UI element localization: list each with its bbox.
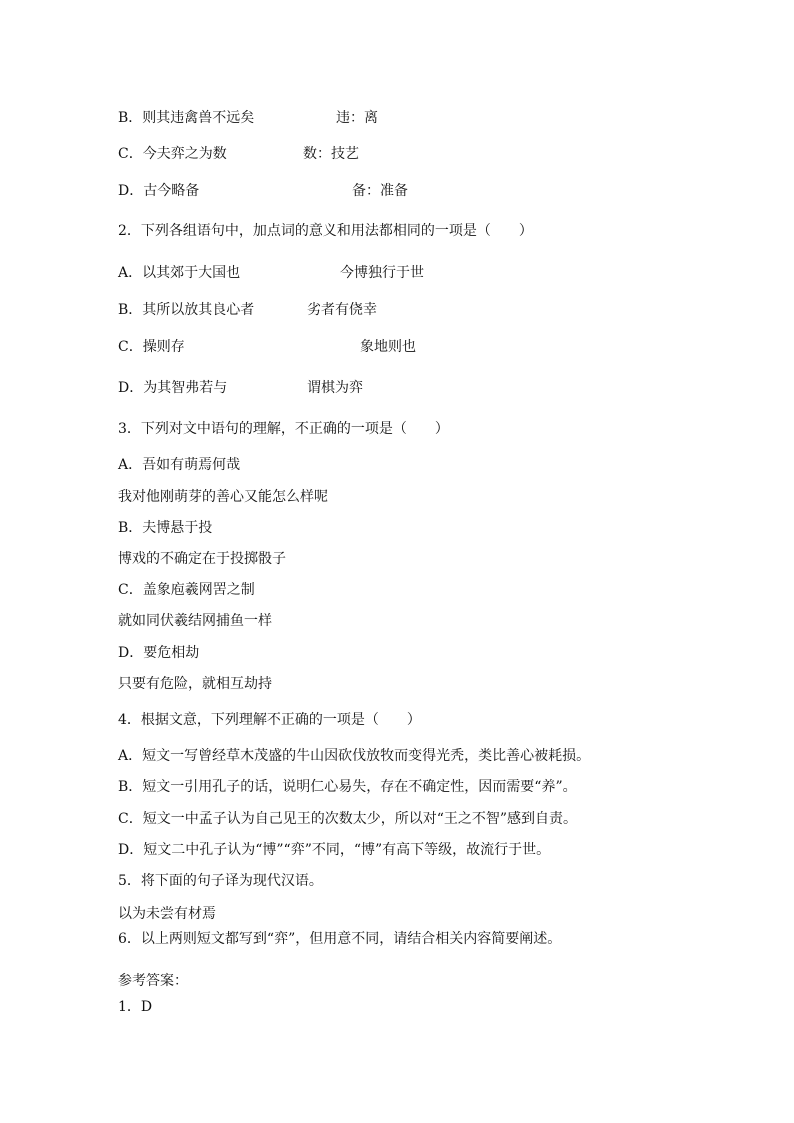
q5-stem: 5．将下面的句子译为现代汉语。 bbox=[118, 873, 323, 889]
q1-option-c: C．今夫弈之为数 bbox=[118, 146, 227, 162]
answers-heading: 参考答案： bbox=[118, 973, 188, 989]
q2-option-a-right: 今博独行于世 bbox=[340, 265, 424, 281]
q3-option-d: D．要危相劫 bbox=[118, 645, 200, 661]
q5-sentence: 以为未尝有材焉 bbox=[118, 906, 216, 922]
q2-option-a: A．以其郊于大国也 bbox=[118, 265, 241, 281]
q4-stem: 4．根据文意，下列理解不正确的一项是（ ） bbox=[118, 712, 421, 728]
q3-option-a-translation: 我对他刚萌芽的善心又能怎么样呢 bbox=[118, 489, 328, 505]
q1-option-b-gloss: 违：离 bbox=[336, 110, 378, 126]
q3-stem: 3．下列对文中语句的理解，不正确的一项是（ ） bbox=[118, 421, 449, 437]
answer-1: 1．D bbox=[118, 999, 153, 1015]
q2-option-d-right: 谓棋为弈 bbox=[307, 380, 363, 396]
q2-option-d: D．为其智弗若与 bbox=[118, 380, 228, 396]
q2-option-b-right: 劣者有侥幸 bbox=[307, 302, 377, 318]
q3-option-d-translation: 只要有危险，就相互劫持 bbox=[118, 676, 272, 692]
q3-option-b-translation: 博戏的不确定在于投掷骰子 bbox=[118, 551, 286, 567]
q3-option-b: B．夫博悬于投 bbox=[118, 520, 213, 536]
q2-option-b: B．其所以放其良心者 bbox=[118, 302, 255, 318]
q3-option-c-translation: 就如同伏羲结网捕鱼一样 bbox=[118, 613, 272, 629]
q1-option-b: B．则其违禽兽不远矣 bbox=[118, 110, 255, 126]
q1-option-d-gloss: 备：准备 bbox=[352, 183, 408, 199]
q2-option-c-right: 象地则也 bbox=[360, 339, 416, 355]
q3-option-c: C．盖象庖羲网罟之制 bbox=[118, 582, 255, 598]
q1-option-c-gloss: 数：技艺 bbox=[303, 146, 359, 162]
q1-option-d: D．古今略备 bbox=[118, 183, 200, 199]
q4-option-c: C．短文一中孟子认为自己见王的次数太少，所以对“王之不智”感到自责。 bbox=[118, 811, 578, 827]
q2-stem: 2．下列各组语句中，加点词的意义和用法都相同的一项是（ ） bbox=[118, 223, 533, 239]
q2-option-c: C．操则存 bbox=[118, 339, 185, 355]
q4-option-d: D．短文二中孔子认为“博”“弈”不同，“博”有高下等级，故流行于世。 bbox=[118, 842, 551, 858]
q3-option-a: A．吾如有萌焉何哉 bbox=[118, 457, 241, 473]
q4-option-a: A．短文一写曾经草木茂盛的牛山因砍伐放牧而变得光秃，类比善心被耗损。 bbox=[118, 748, 591, 764]
q4-option-b: B．短文一引用孔子的话，说明仁心易失，存在不确定性，因而需要“养”。 bbox=[118, 779, 577, 795]
q6-stem: 6．以上两则短文都写到“弈”，但用意不同，请结合相关内容简要阐述。 bbox=[118, 931, 562, 947]
